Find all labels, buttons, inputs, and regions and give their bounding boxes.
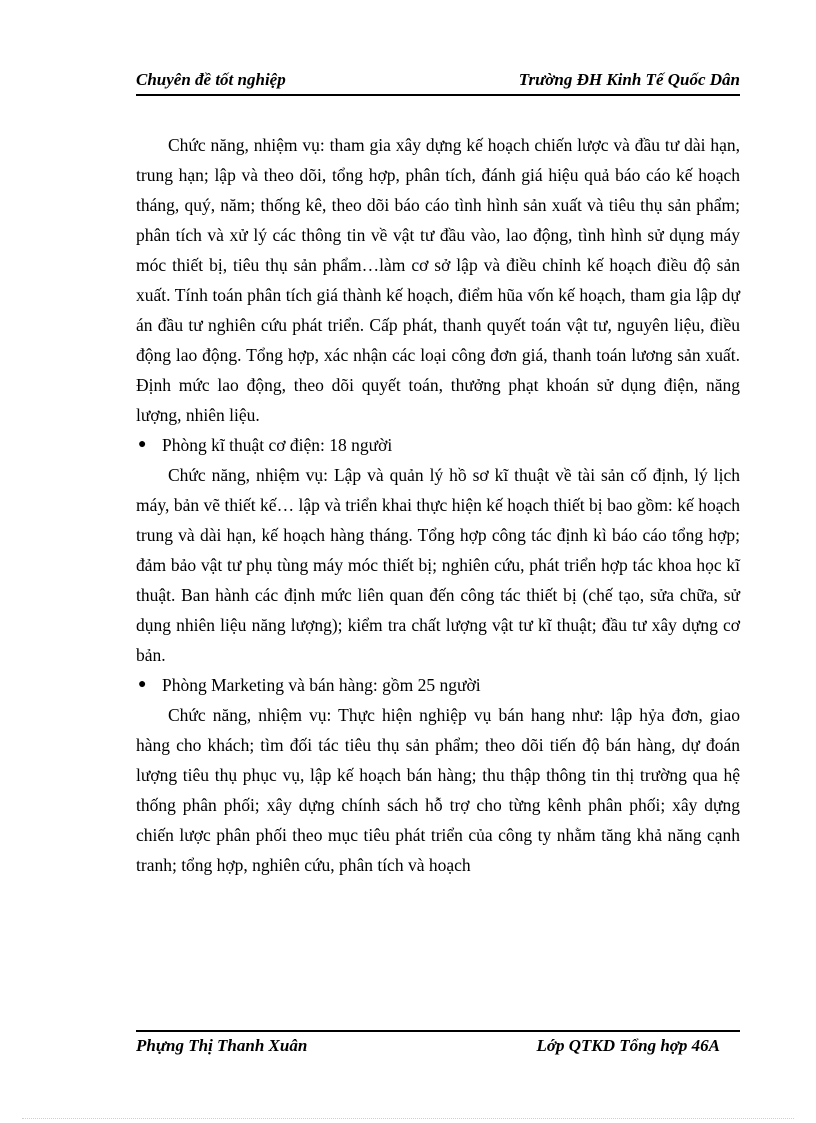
- page-border-line: [22, 1118, 794, 1119]
- footer-class: Lớp QTKD Tổng hợp 46A: [536, 1036, 720, 1055]
- bullet-text: Phòng Marketing và bán hàng: gồm 25 người: [162, 675, 481, 695]
- document-body: [136, 130, 740, 880]
- header-university: Trường ĐH Kinh Tế Quốc Dân: [518, 70, 740, 89]
- bullet-text: Phòng kĩ thuật cơ điện: 18 người: [162, 435, 393, 455]
- paragraph-marketing-duties: Chức năng, nhiệm vụ: Thực hiện nghiệp vụ bán hang như: lập hỷa đơn, giao hàng cho khách; tìm đối tác tiêu thụ sản phẩm; theo dõi tiến độ bán hàng, dự đoán lượng tiêu thụ phục vụ, lập kế hoạch bán hàng; thu thập thông tin thị trường qua hệ thống phân phối; xây dựng chính sách hỗ trợ cho từng kênh phân phối; xây dựng chiến lược phân phối theo mục tiêu phát triển của công ty nhằm tăng khả năng cạnh tranh; tổng hợp, nghiên cứu, phân tích và hoạch: [136, 705, 740, 875]
- header-topic: Chuyên đề tốt nghiệp: [136, 70, 286, 89]
- bullet-marketing-department: [136, 670, 740, 700]
- bullet-icon: ●: [138, 677, 147, 692]
- bullet-technical-department: [136, 430, 740, 460]
- footer-author: Phựng Thị Thanh Xuân: [136, 1036, 308, 1055]
- paragraph-planning-duties: Chức năng, nhiệm vụ: tham gia xây dựng kế hoạch chiến lược và đầu tư dài hạn, trung hạn; lập và theo dõi, tổng hợp, phân tích, đánh giá hiệu quả báo cáo kế hoạch tháng, quý, năm; thống kê, theo dõi báo cáo tình hình sản xuất và tiêu thụ sản phẩm; phân tích và xử lý các thông tin về vật tư đầu vào, lao động, tình hình sử dụng máy móc thiết bị, tiêu thụ sản phẩm…làm cơ sở lập và điều chỉnh kế hoạch điều độ sản xuất. Tính toán phân tích giá thành kế hoạch, điểm hũa vốn kế hoạch, tham gia lập dự án đầu tư nghiên cứu phát triển. Cấp phát, thanh quyết toán vật tư, nguyên liệu, điều động lao động. Tổng hợp, xác nhận các loại công đơn giá, thanh toán lương sản xuất. Định mức lao động, theo dõi quyết toán, thưởng phạt khoán sử dụng điện, năng lượng, nhiên liệu.: [136, 135, 740, 425]
- page-footer: [136, 1030, 740, 1060]
- page-header: [136, 70, 740, 96]
- paragraph-technical-duties: Chức năng, nhiệm vụ: Lập và quản lý hồ sơ kĩ thuật về tài sản cố định, lý lịch máy, bản vẽ thiết kế… lập và triển khai thực hiện kế hoạch thiết bị bao gồm: kế hoạch trung và dài hạn, kế hoạch hàng tháng. Tổng hợp công tác định kì báo cáo tổng hợp; đảm bảo vật tư phụ tùng máy móc thiết bị; nghiên cứu, phát triển hợp tác khoa học kĩ thuật. Ban hành các định mức liên quan đến công tác thiết bị (chế tạo, sửa chữa, sử dụng nhiên liệu năng lượng); kiểm tra chất lượng vật tư kĩ thuật; đầu tư xây dựng cơ bản.: [136, 465, 740, 665]
- bullet-icon: ●: [138, 437, 147, 452]
